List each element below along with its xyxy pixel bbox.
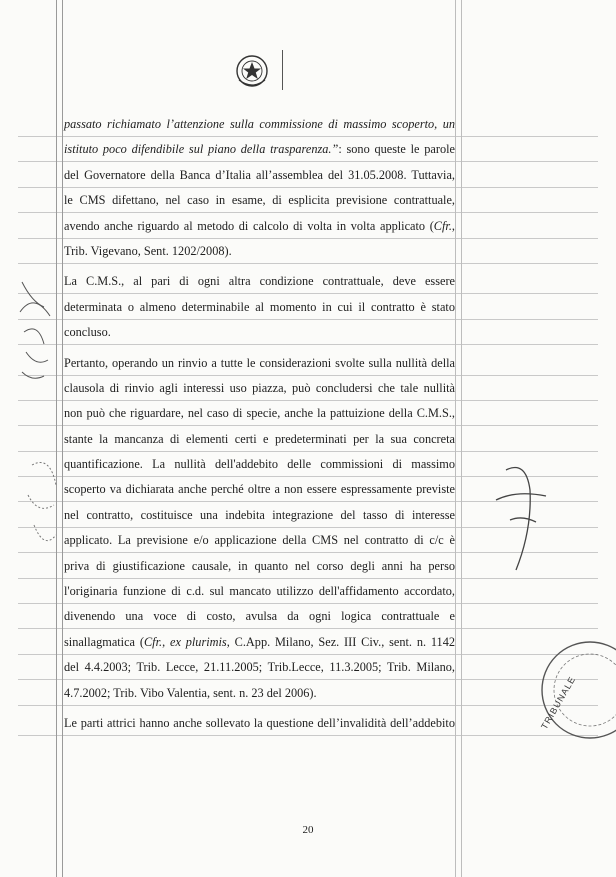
header-divider <box>282 50 283 90</box>
text-run: scoperto va dichiarata anche perché oltre a non essere espressamente previste <box>64 482 455 497</box>
text-run: , C.App. Milano, Sez. III Civ., sent. n. 1142 <box>226 634 455 649</box>
text-line <box>64 630 455 655</box>
text-run: concluso. <box>64 325 111 340</box>
text-line <box>64 376 455 401</box>
text-line <box>64 604 455 629</box>
text-line <box>64 681 455 706</box>
text-run: divenendo una voce di costo, avulsa da ogni logica contrattuale e <box>64 609 455 624</box>
margin-rule-right-outer <box>455 0 456 877</box>
text-line <box>64 112 455 137</box>
text-run: determinata o almeno determinabile al momento in cui il contratto è stato <box>64 299 455 314</box>
text-line <box>64 477 455 502</box>
text-run: avendo anche riguardo al metodo di calcolo di volta in volta applicato ( <box>64 218 434 233</box>
text-line <box>64 427 455 452</box>
text-line <box>64 239 455 264</box>
text-line <box>64 579 455 604</box>
text-line <box>64 554 455 579</box>
text-run: Trib. Vigevano, Sent. 1202/2008). <box>64 243 232 258</box>
text-run: del 4.4.2003; Trib. Lecce, 21.11.2005; Trib.Lecce, 11.3.2005; Trib. Milano, <box>64 660 455 675</box>
text-line <box>64 655 455 680</box>
margin-stamp-mark <box>20 455 62 565</box>
text-run: : sono queste le parole <box>338 142 455 157</box>
text-run: Pertanto, operando un rinvio a tutte le considerazioni svolte sulla nullità della <box>64 355 455 370</box>
margin-rule-left-outer <box>56 0 57 877</box>
page-number: 20 <box>302 824 314 836</box>
margin-rule-right-inner <box>461 0 462 877</box>
margin-initials-signature <box>14 272 56 392</box>
text-line <box>64 137 455 162</box>
right-margin-signature <box>486 460 556 580</box>
text-run: clausola di rinvio agli interessi uso piazza, può concludersi che tale nullità <box>64 380 455 395</box>
text-line <box>64 503 455 528</box>
text-run: La C.M.S., al pari di ogni altra condizione contrattuale, deve essere <box>64 274 455 289</box>
italian-republic-emblem-icon <box>232 50 272 90</box>
document-body <box>64 112 455 736</box>
text-line <box>64 214 455 239</box>
text-run: passato richiamato l’attenzione sulla commissione di massimo scoperto, un <box>64 117 455 131</box>
text-run: stante la mancanza di elementi certi e predeterminati per la sua concreta <box>64 431 455 446</box>
text-line <box>64 401 455 426</box>
text-line <box>64 295 455 320</box>
text-run: , <box>451 218 455 233</box>
text-run: quantificazione. La nullità dell'addebito delle commissioni di massimo <box>64 457 455 472</box>
text-run: Cfr. <box>433 218 452 233</box>
text-run: non può che riguardare, nel caso di specie, anche la pattuizione della C.M.S., <box>64 406 455 421</box>
court-stamp <box>520 630 616 760</box>
text-run: le CMS difettano, nel caso in esame, di esplicita previsione contrattuale, <box>64 193 455 208</box>
text-run: istituto poco difendibile sul piano della trasparenza.” <box>64 142 339 157</box>
text-run: priva di giustificazione causale, in quanto nel corso degli anni ha perso <box>64 558 455 573</box>
margin-rule-left-inner <box>62 0 63 877</box>
text-run: ex plurimis <box>169 634 227 649</box>
text-line <box>64 320 455 345</box>
text-run: Cfr. <box>143 634 163 649</box>
text-run: l'originaria funzione di c.d. sul mancato utilizzo dell'affidamento accordato, <box>64 584 455 599</box>
text-run: applicato. La previsione e/o applicazione della CMS nel contratto di c/c è <box>64 533 455 548</box>
text-run: 4.7.2002; Trib. Vibo Valentia, sent. n. 23 del 2006). <box>64 685 317 700</box>
stamp-label: TRIBUNALE <box>539 674 578 731</box>
text-run: , <box>162 634 170 649</box>
text-run: nel contratto, costituisce una indebita integrazione del tasso di interesse <box>64 507 455 522</box>
text-run: del Governatore della Banca d’Italia all’assemblea del 31.05.2008. Tuttavia, <box>64 167 455 182</box>
text-line <box>64 351 455 376</box>
text-line <box>64 452 455 477</box>
text-line <box>64 711 455 736</box>
text-line <box>64 188 455 213</box>
text-line <box>64 269 455 294</box>
text-run: Le parti attrici hanno anche sollevato la questione dell’invalidità dell’addebito <box>64 715 455 730</box>
text-line <box>64 163 455 188</box>
text-line <box>64 528 455 553</box>
text-run: sinallagmatica ( <box>64 634 144 649</box>
